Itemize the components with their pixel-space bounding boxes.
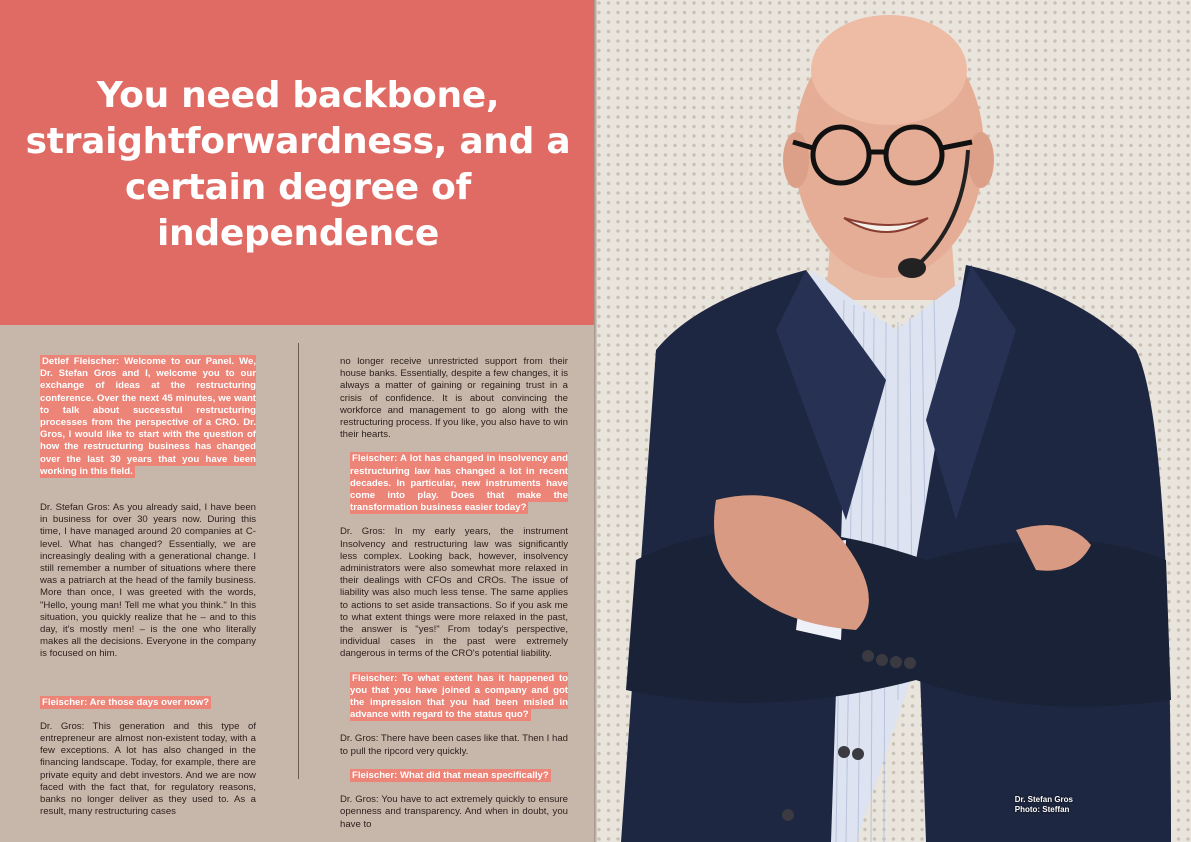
question-highlight: Fleischer: What did that mean specifically? [352,769,549,781]
text-column-1 [40,356,256,831]
photo-caption [1015,795,1073,815]
portrait-illustration [596,0,1191,842]
answer-paragraph: Dr. Gros: This generation and this type of entrepreneur are almost non-existent today, with a few exceptions. A lot has also changed in the financing landscape. Today, for example, there are private equity and debt investors. And we are now faced with the fact that, for regulatory reasons, banks no longer deliver as they used to. As a result, many restructuring cases [40,720,256,818]
answer-paragraph: no longer receive unrestricted support from their house banks. Essentially, despite a few changes, it is always a matter of gaining or regaining trust in a crisis of confidence. It is about convincing the workforce and management to go along with the restructuring process. If you like, you also have to win their hearts. [340,356,568,441]
title-block [0,0,596,325]
question-highlight: Detlef Fleischer: Welcome to our Panel. We, Dr. Stefan Gros and I, welcome you to our exchange of ideas at the restructuring conference. Over the next 45 minutes, we want to talk about successful restructuring processes from the perspective of a CRO. Dr. Gros, I would like to start with the question of how the restructuring business has changed over the last 30 years that you have been working in this field. [40,356,256,477]
answer-paragraph: Dr. Gros: You have to act extremely quickly to ensure openness and transparency. And when in doubt, you have to [340,794,568,830]
forehead-highlight [811,15,967,125]
answer-paragraph: Dr. Gros: In my early years, the instrument Insolvency and restructuring law was significantly less complex. Looking back, however, insolvency administrators were also somewhat more relaxed in their dealings with CFOs and CROs. The issue of liability was also much less tense. The same applies to actions to set aside transactions. So if you ask me to what extent things were more relaxed in the past, the answer is "yes!" From today's perspective, individual cases in the past were extremely dangerous in terms of the CRO's potential liability. [340,526,568,660]
caption-credit: Photo: Steffan [1014,805,1070,814]
portrait-photo [596,0,1191,842]
question-paragraph [340,673,568,722]
page-gutter [594,0,597,842]
question-highlight: Fleischer: A lot has changed in insolvency and restructuring law has changed a lot in recent decades. In particular, new instruments have come into play. Does that make the transformation business easier today? [350,453,568,514]
article-title: You need backbone, straightforwardness, and a certain degree of independence [25,74,571,254]
microphone-icon [898,258,926,278]
ear-right [968,132,994,188]
answer-paragraph: Dr. Gros: There have been cases like that. Then I had to pull the ripcord very quickly. [340,733,568,757]
column-divider [298,343,299,779]
question-paragraph [340,453,568,514]
caption-name: Dr. Stefan Gros [1014,795,1073,804]
question-highlight: Fleischer: To what extent has it happened to you that you have joined a company and got the impression that you had been misled in advance with regard to the status quo? [350,672,568,721]
text-column-2 [340,356,568,842]
question-paragraph [40,697,256,709]
question-highlight: Fleischer: Are those days over now? [42,696,210,708]
answer-paragraph: Dr. Stefan Gros: As you already said, I have been in business for over 30 years now. During this time, I have managed around 20 companies at C-level. What has changed? Essentially, we are increasingly dealing with a generational change. I still remember a number of situations where there was a patriarch at the head of the family business. More than once, I was greeted with the words, "Hello, young man! Tell me what you think." In this situation, you quickly realize that he – and to this day, it's mostly men! – is the one who literally makes all the decisions. Everyone in the company is focused on him. [40,502,256,660]
question-paragraph [340,770,568,782]
crossed-arms [626,530,1171,707]
question-paragraph [40,356,256,478]
